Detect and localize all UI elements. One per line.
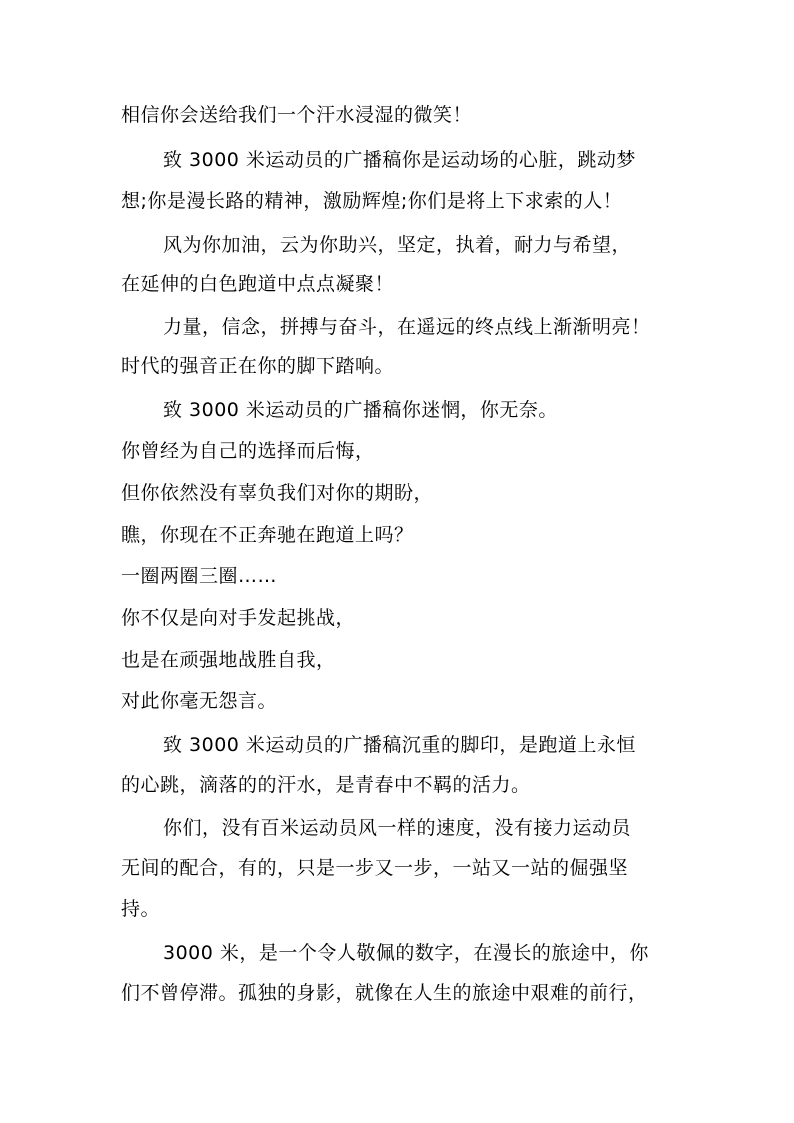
text-line: 时代的强音正在你的脚下踏响。 <box>121 355 395 377</box>
text-line: 相信你会送给我们一个汗水浸湿的微笑！ <box>121 104 473 126</box>
text-line: 想;你是漫长路的精神，激励辉煌;你们是将上下求索的人！ <box>121 190 623 212</box>
paragraph-line: 致 3000 米运动员的广播稿沉重的脚印，是跑道上永恒 <box>163 734 636 756</box>
paragraph-line: 3000 米，是一个令人敬佩的数字，在漫长的旅途中，你 <box>163 942 649 964</box>
paragraph-line: 致 3000 米运动员的广播稿你迷惘，你无奈。 <box>163 399 558 421</box>
text-line: 一圈两圈三圈…… <box>121 565 278 587</box>
text-line: 无间的配合，有的，只是一步又一步，一站又一站的倔强坚 <box>121 857 629 879</box>
text-line: 的心跳，滴落的的汗水，是青春中不羁的活力。 <box>121 774 531 796</box>
text-line: 也是在顽强地战胜自我， <box>121 649 336 671</box>
paragraph-line: 风为你加油，云为你助兴，坚定，执着，耐力与希望， <box>163 234 632 256</box>
paragraph-line: 致 3000 米运动员的广播稿你是运动场的心脏，跳动梦 <box>163 149 636 171</box>
text-line: 你曾经为自己的选择而后悔， <box>121 440 375 462</box>
text-line: 在延伸的白色跑道中点点凝聚！ <box>121 273 395 295</box>
text-line: 但你依然没有辜负我们对你的期盼， <box>121 482 434 504</box>
paragraph-line: 力量，信念，拼搏与奋斗，在遥远的终点线上渐渐明亮！ <box>163 316 651 338</box>
text-line: 你不仅是向对手发起挑战， <box>121 607 356 629</box>
text-line: 瞧，你现在不正奔驰在跑道上吗？ <box>121 524 414 546</box>
text-line: 持。 <box>121 898 161 920</box>
text-line: 对此你毫无怨言。 <box>121 690 278 712</box>
text-line: 们不曾停滞。孤独的身影，就像在人生的旅途中艰难的前行， <box>121 982 648 1004</box>
paragraph-line: 你们，没有百米运动员风一样的速度，没有接力运动员 <box>163 817 632 839</box>
